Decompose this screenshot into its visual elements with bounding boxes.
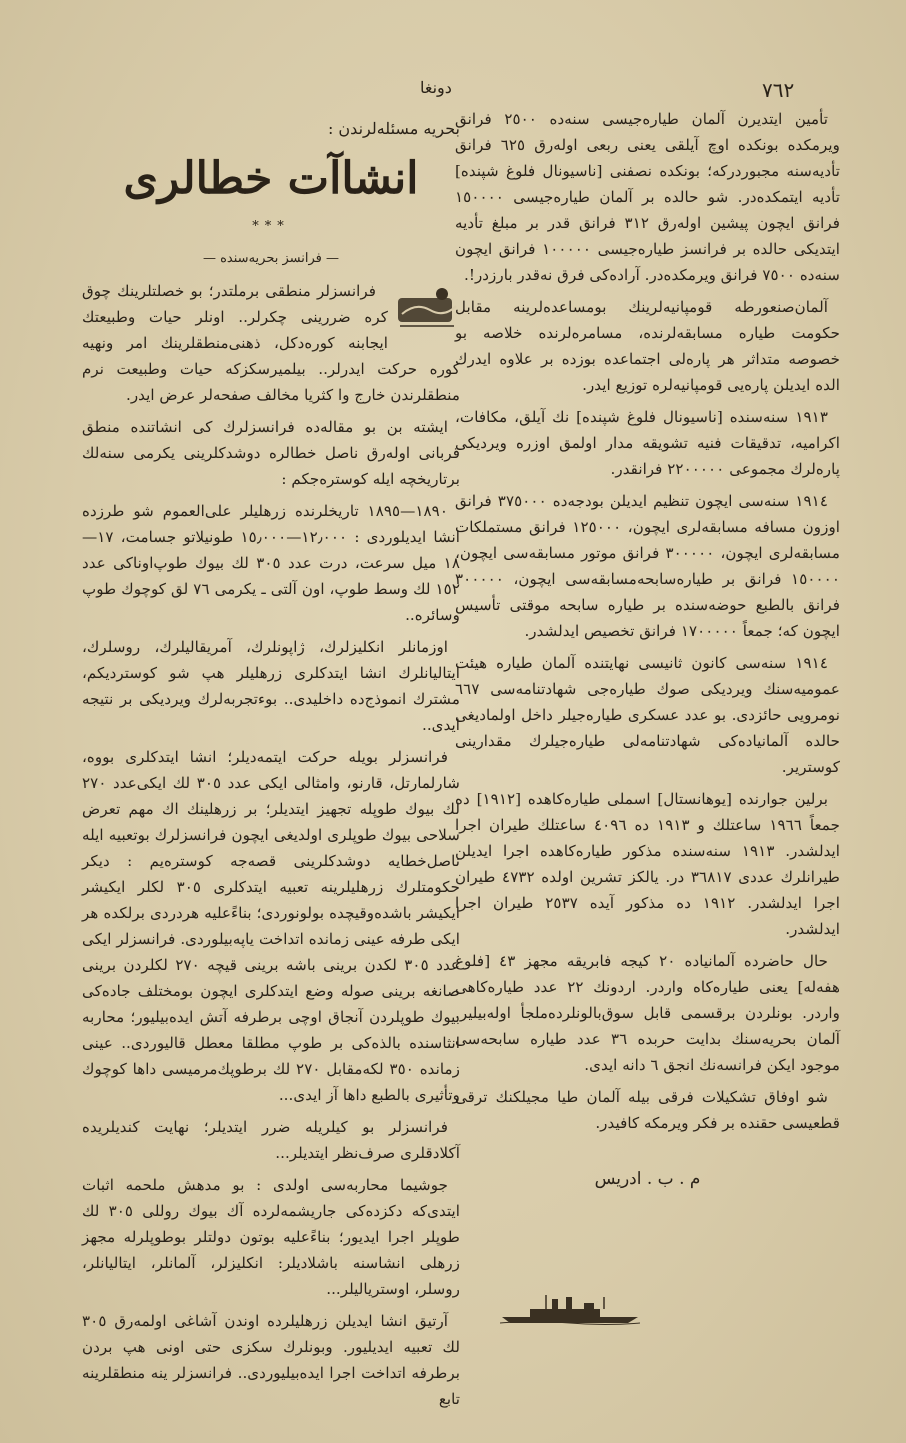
drop-cap-ornament bbox=[396, 280, 460, 336]
paragraph: برلین جوارنده [یوهانستال] اسملی طیاره‌کاهده [١٩١٢] ده جمعاً ١٩٦٦ ساعتلك و ١٩١٣ ده ٤٠٩٦ ساعتلك طیران اجرا ایدلشدر. ١٩١٣ سنه‌سنده مذکور طیاره‌کاهده اجرا ایدیلن طیرانلرك عددی ٣٦٨١٧ در. یالکز تشرین اولده ٤٧٣٢ طیران اجرا ایدلشدر. ١٩١٢ ده مذکور آیده ٢٥٣٧ طیران اجرا ایدلشدر. bbox=[455, 790, 840, 938]
left-column bbox=[82, 116, 460, 1418]
paragraph: فرانسزلر بویله حرکت ایتمه‌دیلر؛ انشا ایتدکلری بووه، شارلمارتل، قارنو، وامثالی ایکی عدد ٣٠٥ لك ایکی‌عدد ٢٧٠ لك بیوك طوپله تجهیز ایتدیلر؛ بر زرهلینك اك مهم تعرض سلاحی بیوك طوپلری اولدیغی ایچون فرانسزلرك بوتعبیه ایله ناصل‌خطایه دوشدکلرینی قصه‌جه کوستره‌یم : دیکر حکومتلرك زرهلیلرینه تعبیه ایتدکلری ٣٠٥ لکلر ایکیشر ایکیشر باشده‌وقیچده بولونوردی؛ بناءً‌علیه هر‌دردی برلکده هر ایکی طرفه عینی زمانده اتداخت یاپه‌بیلوردی. فرانسزلر ایکی عدد ٣٠٥ لکدن برینی باشه برینی قیچه ٢٧٠ لکلردن برینی صانغه برینی صوله وضع ایتدکلری ایچون بومختلف جاده‌کی بیوك طوپلردن آنجاق اوچی برطرفه آتش ایدەبیلیور؛ محاربه انثاسنده بالذه‌کی بر طوپ مطلقا معطل قالیوردی.. عینی زمانده ٣٥٠ لکه‌مقابل ٢٧٠ لك برطوپك‌مرمیسی داها کوچوك وتأثیری بالطبع داها آز ایدی... bbox=[82, 748, 460, 1104]
paragraph: فرانسزلر بو کیلریله ضرر ایتدیلر؛ نهایت کندیلریده آکلادقلری صرف‌نظر ایتدیلر... bbox=[82, 1118, 460, 1162]
paragraph: فرانسزلر منطقی برملتدر؛ بو خصلتلرینك چوق کره ضررینی چکرلر.. اونلر حیات وطبیعتك ایجابنه کوره‌دکل، ذهنی‌منطقلرینك امر ونهیه کوره حرکت ایدرلر.. بیلمیرسکزکه حیات وطبیعت نرم منطقلرندن خارج وا کثریا مخالف صفحه‌لر عرض ایدر. bbox=[82, 282, 460, 404]
ornament-stars: *** bbox=[252, 219, 290, 234]
paragraph: شو اوفاق تشکیلات فرقی بیله آلمان طیا مجیلکنك ترقی قطعیسی حقنده بر فکر ویرمکه کافیدر. bbox=[455, 1088, 840, 1132]
running-head: دونغا bbox=[420, 78, 452, 97]
paragraph: ایشته بن بو مقاله‌ده فرانسزلرك کی انشاتنده منطق قربانی اوله‌رق ناصل خطالره دوشدکلرینی یکرمی سنه‌لك برتاریخچه ایله کوستره‌جکم : bbox=[82, 418, 460, 488]
paragraph: آرتیق انشا ایدیلن زرهلیلرده اوندن آشاغی اولمه‌رق ٣٠٥ لك تعبیه ایدیلیور. وبونلرك سکزی حتی اونی هپ بردن برطرفه اتداخت اجرا ایده‌بیلیوردی.. فرانسزلر ینه منطقلرینه تابع bbox=[82, 1312, 460, 1408]
paragraph: جوشیما محاربه‌سی اولدی : بو مدهش ملحمه اثبات ایتدی‌که دکزده‌کی جاریشمه‌لرده آك بیوك روللی ٣٠٥ لك طوپلر اجرا ایدیور؛ بناءً‌علیه بوتون دولتلر بوطوپلرله مجهز زرهلی انشاسنه باشلادیلر: انکلیزلر، آلمانلر، ایتالیانلر، روسلر، اوستریالیلر... bbox=[82, 1176, 460, 1298]
article-title: انشاآت خطالری bbox=[123, 153, 419, 204]
paragraph: ١٨٩٠—١٨٩٥ تاریخلرنده زرهلیلر علی‌العموم شو طرزده انشا ایدیلوردی : ١٢٫٠٠٠—١٥٫٠٠٠ طونیلاتو جسامت، ١٧—١٨ میل سرعت، درت عدد ٣٠٥ لك بیوك طوپ‌اوناکی عدد ١٥٢ لك وسط طوپ، اون آلتی ـ یکرمی ٧٦ لق کوچوك طوپ وسائره.. bbox=[82, 502, 460, 624]
warship-illustration bbox=[500, 1295, 640, 1325]
paragraph: آلمان‌صنعورطه قومپانیه‌لرینك بومساعده‌لرینه مقابل حکومت طیاره مسابقه‌لرنده، مسامره‌لرنده خلاصه بو خصوصه متداثر هر پارەلی اجتماعده بوزده بر علاوه ایدرك الده ایدیلن پارەیی قومپانیه‌لره توزیع ایدر. bbox=[455, 298, 840, 394]
paragraph: اوزمانلر انکلیزلرك، ژاپونلرك، آمریقالیلرك، روسلرك، ایتالیانلرك انشا ایتدکلری زرهلیلر هپ شو کوستردیکم، مشترك انموذج‌ده داخلیدی.. بوءتجربه‌لرك ویردیکی بر نتیجه ایدی.. bbox=[82, 638, 460, 734]
article-byline: — فرانسز بحریه‌سنده — bbox=[202, 251, 339, 266]
page-number: ٧٦٢ bbox=[762, 78, 795, 102]
paragraph: حال حاضرده آلمانیاده ٢٠ کیجه فابریقه مجهز ٤٣ [فلوغ هفه‌له] یعنی طیاره‌کاه واردر. اردونك ٢٢ عدد طیاره‌کاهی واردر. بونلردن برقسمی قابل سوق‌بالونلرده‌ملجأ اوله‌بیلیر. آلمان بحریه‌سنك بدایت حربده ٣٦ عدد طیاره سابحه‌سی موجود ایکن فرانسه‌نك انجق ٦ دانه ایدی. bbox=[455, 952, 841, 1074]
section-label: بحریه مسئله‌لرندن : bbox=[327, 119, 460, 138]
author-signature: م . ب . ادریس bbox=[594, 1169, 701, 1189]
paragraph: ١٩١٣ سنه‌سنده [ناسیونال فلوغ شپنده] نك آیلق، مکافات، اکرامیه، تدقیقات فنیه تشویقه مدار اولمق اوزره ویردیکی پاره‌لرك مجموعی ٢٢٠٠٠٠٠ فرانقدر. bbox=[455, 408, 840, 478]
paragraph: تأمین ایتدیرن آلمان طیاره‌جیسی سنه‌ده ٢٥٠٠ فرانق ویرمکده بونکده اوچ آیلقی یعنی ربعی اولەرق ٦٢٥ فرانق تأدیه‌سنه مجبوردرکه؛ بونکده نصفنی [ناسیونال فلوغ شپنده] تأدیه ایتمکده‌در. شو حالده بر آلمان طیاره‌جیسی ١٥٠٠٠٠ فرانق ایچون پیشین اولەرق ٣١٢ فرانق قدر بر مبلغ تأدیه ایتدیکی حالده بر فرانسز طیاره‌جیسی ١٠٠٠٠٠ فرانق ایچون سنه‌ده ٧٥٠٠ فرانق ویرمکده‌در. آراده‌کی فرق نه‌قدر بارزدر!. bbox=[455, 110, 840, 284]
right-column bbox=[455, 106, 840, 1192]
paragraph: ١٩١٤ سنه‌سی کانون ثانیسی نهایتنده آلمان طیاره هیئت عمومیه‌سنك ویردیکی صوك طیاره‌جی شهادتنامه‌سی ٦٦٧ نومرویی حائزدی. بو عدد عسکری طیاره‌جیلر داخل اولمادیغی حالده آلمانیاده‌کی شهادتنامه‌لی طیاره‌جیلرك مقدارینی کوستریر. bbox=[455, 654, 840, 776]
paragraph: ١٩١٤ سنه‌سی ایچون تنظیم ایدیلن بودجه‌ده ٣٧٥٠٠٠ فرانق اوزون مسافه مسابقه‌لری ایچون، ١٢٥٠٠٠ فرانق مستملکات مسابقه‌لری ایچون، ٣٠٠٠٠٠ فرانق موتور مسابقه‌سی ایچون، ١٥٠٠٠٠ فرانق بر طیاره‌سابحه‌مسابقه‌سی ایچون، ٣٠٠٠٠٠ فرانق بالطبع حوضه‌سنده بر طیاره سابحه موقتی تأسیس ایچون که؛ جمعاً ١٧٠٠٠٠٠ فرانق تخصیص ایدلشدر. bbox=[455, 492, 841, 640]
